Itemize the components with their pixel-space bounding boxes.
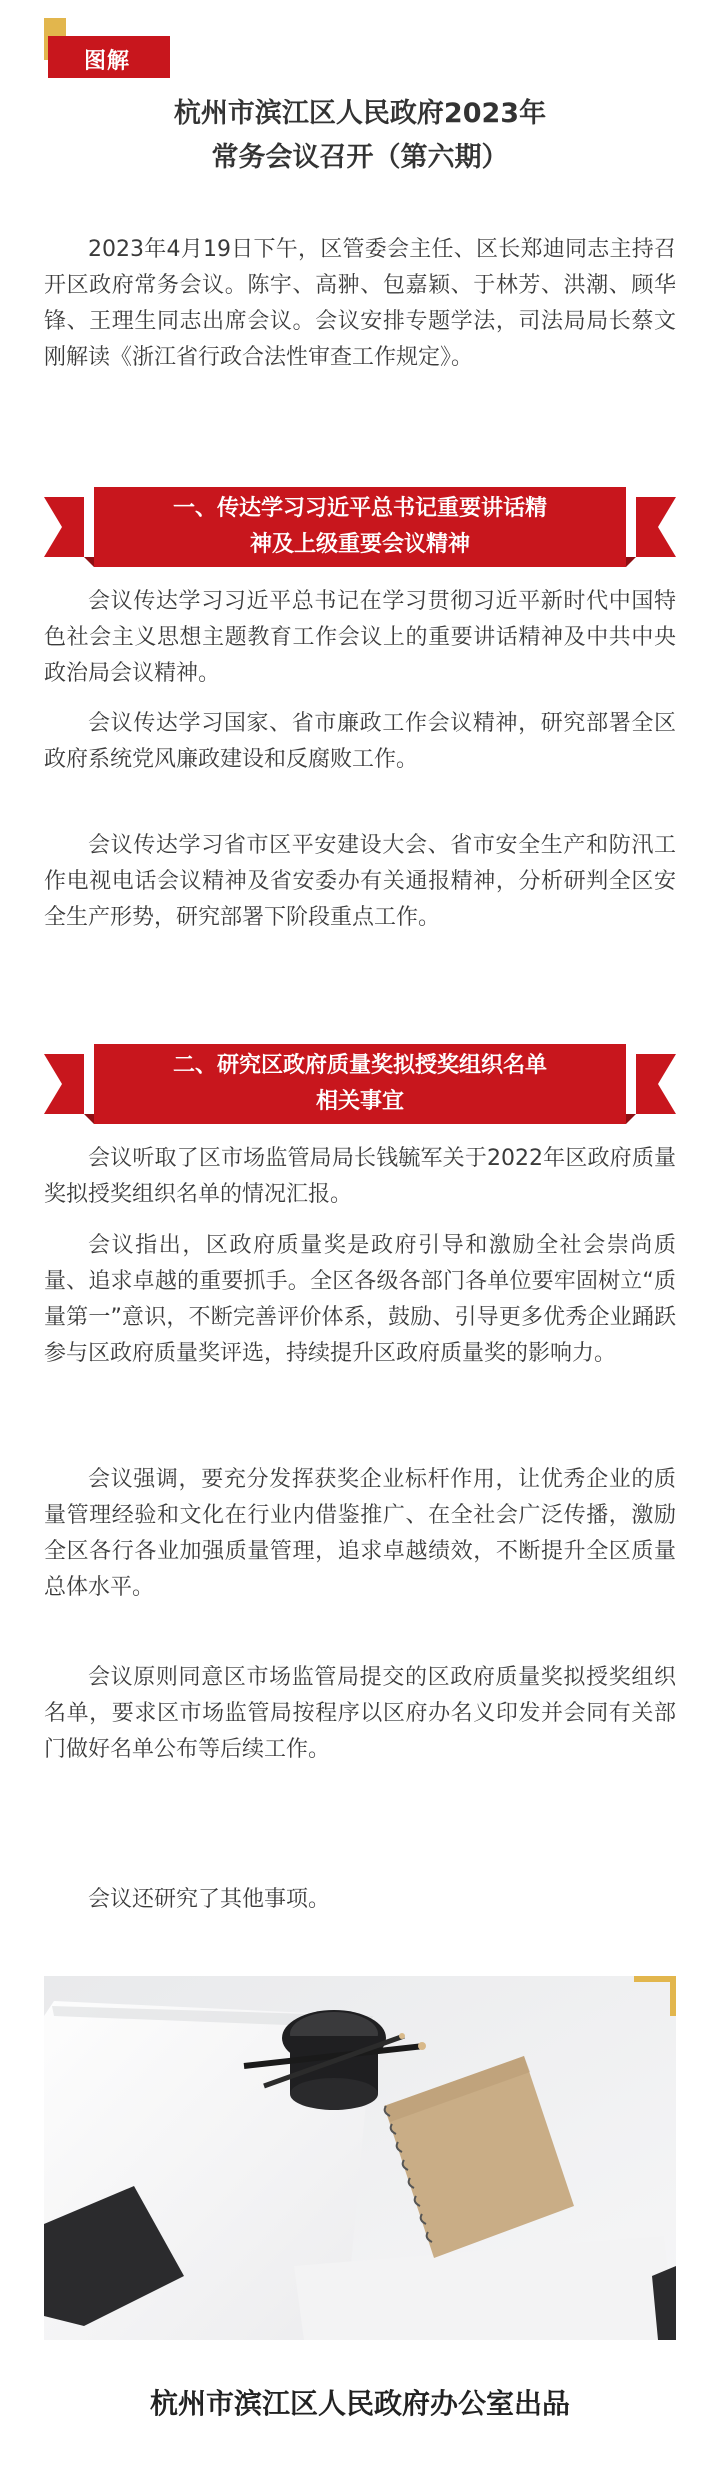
section2-paragraph-3: 会议强调，要充分发挥获奖企业标杆作用，让优秀企业的质量管理经验和文化在行业内借鉴推广、在全社会广泛传播，激励全区各行各业加强质量管理，追求卓越绩效，不断提升全区质量总体水平。 (44, 1467, 676, 1600)
section2-heading-line2: 相关事宜 (315, 1089, 404, 1114)
section1-heading-line1: 一、传达学习习近平总书记重要讲话精 (172, 496, 547, 521)
intro-paragraph: 2023年4月19日下午，区管委会主任、区长郑迪同志主持召开区政府常务会议。陈宇、高翀、包嘉颖、于林芳、洪潮、顾华锋、王理生同志出席会议。会议安排专题学法，司法局局长蔡文刚解读《浙江省行政合法性审查工作规定》。 (44, 237, 676, 370)
badge-red-tag (48, 36, 170, 78)
desk-photo (44, 1976, 676, 2340)
section2-paragraph-2: 会议指出，区政府质量奖是政府引导和激励全社会崇尚质量、追求卓越的重要抓手。全区各级各部门各单位要牢固树立“质量第一”意识，不断完善评价体系，鼓励、引导更多优秀企业踊跃参与区政府质量奖评选，持续提升区政府质量奖的影响力。 (44, 1233, 676, 1366)
section1-paragraph-3: 会议传达学习省市区平安建设大会、省市安全生产和防汛工作电视电话会议精神及省安委办有关通报精神，分析研判全区安全生产形势，研究部署下阶段重点工作。 (44, 833, 676, 930)
page-title-line1: 杭州市滨江区人民政府2023年 (173, 98, 547, 129)
publisher-footer: 杭州市滨江区人民政府办公室出品 (149, 2387, 570, 2420)
page-title-line2: 常务会议召开（第六期） (211, 142, 509, 173)
section1-heading-ribbon (44, 483, 676, 571)
closing-paragraph: 会议还研究了其他事项。 (88, 1887, 331, 1912)
section1-paragraph-1: 会议传达学习习近平总书记在学习贯彻习近平新时代中国特色社会主义思想主题教育工作会议上的重要讲话精神及中共中央政治局会议精神。 (44, 589, 676, 686)
section1-paragraph-2: 会议传达学习国家、省市廉政工作会议精神，研究部署全区政府系统党风廉政建设和反腐败工作。 (44, 711, 676, 772)
section2-heading-line1: 二、研究区政府质量奖拟授奖组织名单 (172, 1053, 547, 1078)
desk-illustration (44, 1976, 676, 2340)
section2-heading-ribbon (44, 1040, 676, 1128)
badge-label: 图解 (84, 49, 131, 74)
category-badge (44, 18, 170, 78)
section2-paragraph-1: 会议听取了区市场监管局局长钱毓军关于2022年区政府质量奖拟授奖组织名单的情况汇报。 (44, 1146, 676, 1207)
section1-heading-line2: 神及上级重要会议精神 (249, 532, 470, 557)
section2-paragraph-4: 会议原则同意区市场监管局提交的区政府质量奖拟授奖组织名单，要求区市场监管局按程序以区府办名义印发并会同有关部门做好名单公布等后续工作。 (44, 1665, 676, 1762)
